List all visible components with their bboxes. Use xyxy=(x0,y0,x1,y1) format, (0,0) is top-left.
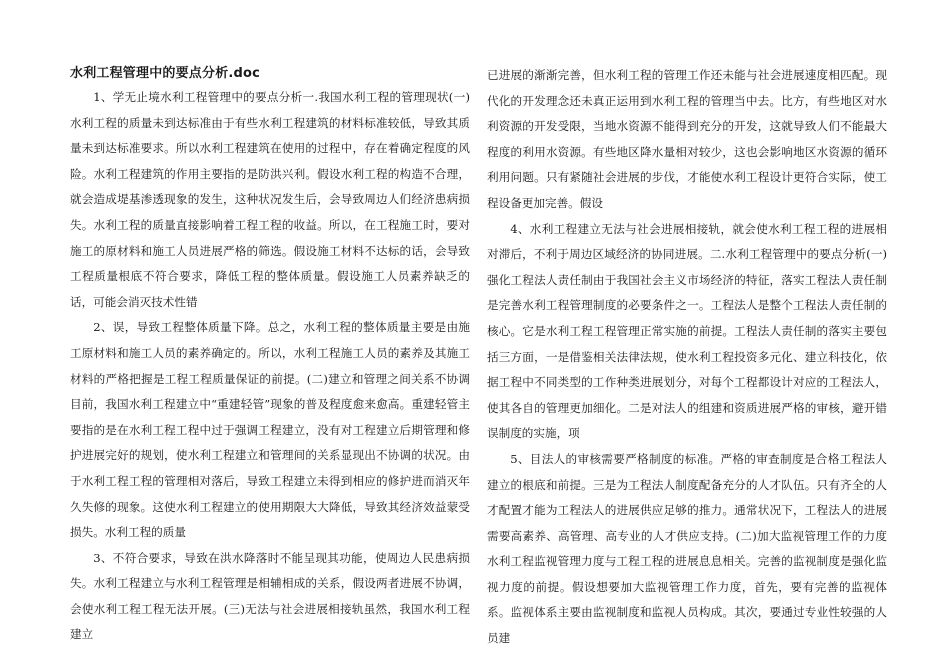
left-column xyxy=(70,63,470,648)
paragraph-2: 2、误，导致工程整体质量下降。总之，水利工程的整体质量主要是由施工原材料和施工人员的素养确定的。所以，水利工程施工人员的素养及其施工材料的严格把握是工程工程质量保证的前提。(二)建立和管理之间关系不协调目前，我国水利工程建立中“重建轻管”现象的普及程度愈来愈高。重建轻管主要指的是在水利工程工程中过于强调工程建立，没有对工程建立后期管理和修护进展完好的规划，使水利工程建立和管理间的关系显现出不协调的状况。由于水利工程工程的管理相对落后，导致工程建立未得到相应的修护进而消灭年久失修的现象。这使水利工程建立的使用期限大大降低，导致其经济效益蒙受损失。水利工程的质量 xyxy=(70,320,470,540)
document-title: 水利工程管理中的要点分析.doc xyxy=(70,66,261,81)
paragraph-3: 3、不符合要求，导致在洪水降落时不能呈现其功能，使周边人民患病损失。水利工程建立与水利工程管理是相辅相成的关系，假设两者进展不协调，会使水利工程工程无法开展。(三)无法与社会进展相接轨虽然，我国水利工程建立 xyxy=(70,550,470,642)
paragraph-1: 1、学无止境水利工程管理中的要点分析一.我国水利工程的管理现状(一)水利工程的质量未到达标准由于有些水利工程建筑的材料标准较低，导致其质量未到达标准要求。所以水利工程建筑在使用的过程中，存在着确定程度的风险。水利工程建筑的作用主要指的是防洪兴利。假设水利工程的构造不合理，就会造成堤基渗透现象的发生，这种状况发生后，会导致周边人们经济患病损失。水利工程的质量直接影响着工程工程的收益。所以，在工程施工时，要对施工的原材料和施工人员进展严格的筛选。假设施工材料不达标的话，会导致工程质量根底不符合要求，降低工程的整体质量。假设施工人员素养缺乏的话，可能会消灭技术性错 xyxy=(70,90,470,309)
paragraph-5: 5、目法人的审核需要严格制度的标准。严格的审查制度是合格工程法人建立的根底和前提。三是为工程法人制度配备充分的人才队伍。只有齐全的人才配置才能为工程法人的进展供应足够的推力。通常状况下，工程法人的进展需要高素养、高管理、高专业的人才供应支持。(二)加大监视管理工作的力度水利工程监视管理力度与工程工程的进展息息相关。完善的监视制度是强化监视力度的前提。假设想要加大监视管理工作力度，首先，要有完善的监视体系。监视体系主要由监视制度和监视人员构成。其次，要通过专业性较强的人员建 xyxy=(487,451,887,646)
paragraph-4: 4、水利工程建立无法与社会进展相接轨，就会使水利工程工程的进展相对滞后，不利于周边区域经济的协同进展。二.水利工程管理中的要点分析(一)强化工程法人责任制由于我国社会主义市场经济的特征，落实工程法人责任制是完善水利工程管理制度的必要条件之一。工程法人是整个工程法人责任制的核心。它是水利工程工程管理正常实施的前提。工程法人责任制的落实主要包括三方面，一是借鉴相关法律法规，使水利工程投资多元化、建立科技化，依据工程中不同类型的工作种类进展划分，对每个工程都设计对应的工程法人，使其各自的管理更加细化。二是对法人的组建和资质进展严格的审核，避开错误制度的实施，项 xyxy=(487,221,887,441)
right-column xyxy=(487,63,887,652)
paragraph-3-continued: 已进展的渐渐完善，但水利工程的管理工作还未能与社会进展速度相匹配。现代化的开发理念还未真正运用到水利工程的管理当中去。比方，有些地区对水利资源的开发受限，当地水资源不能得到充分的开发，这就导致人们不能最大程度的利用水资源。有些地区降水量相对较少，这也会影响地区水资源的循环利用问题。只有紧随社会进展的步伐，才能使水利工程设计更符合实际，使工程设备更加完善。假设 xyxy=(487,68,887,210)
